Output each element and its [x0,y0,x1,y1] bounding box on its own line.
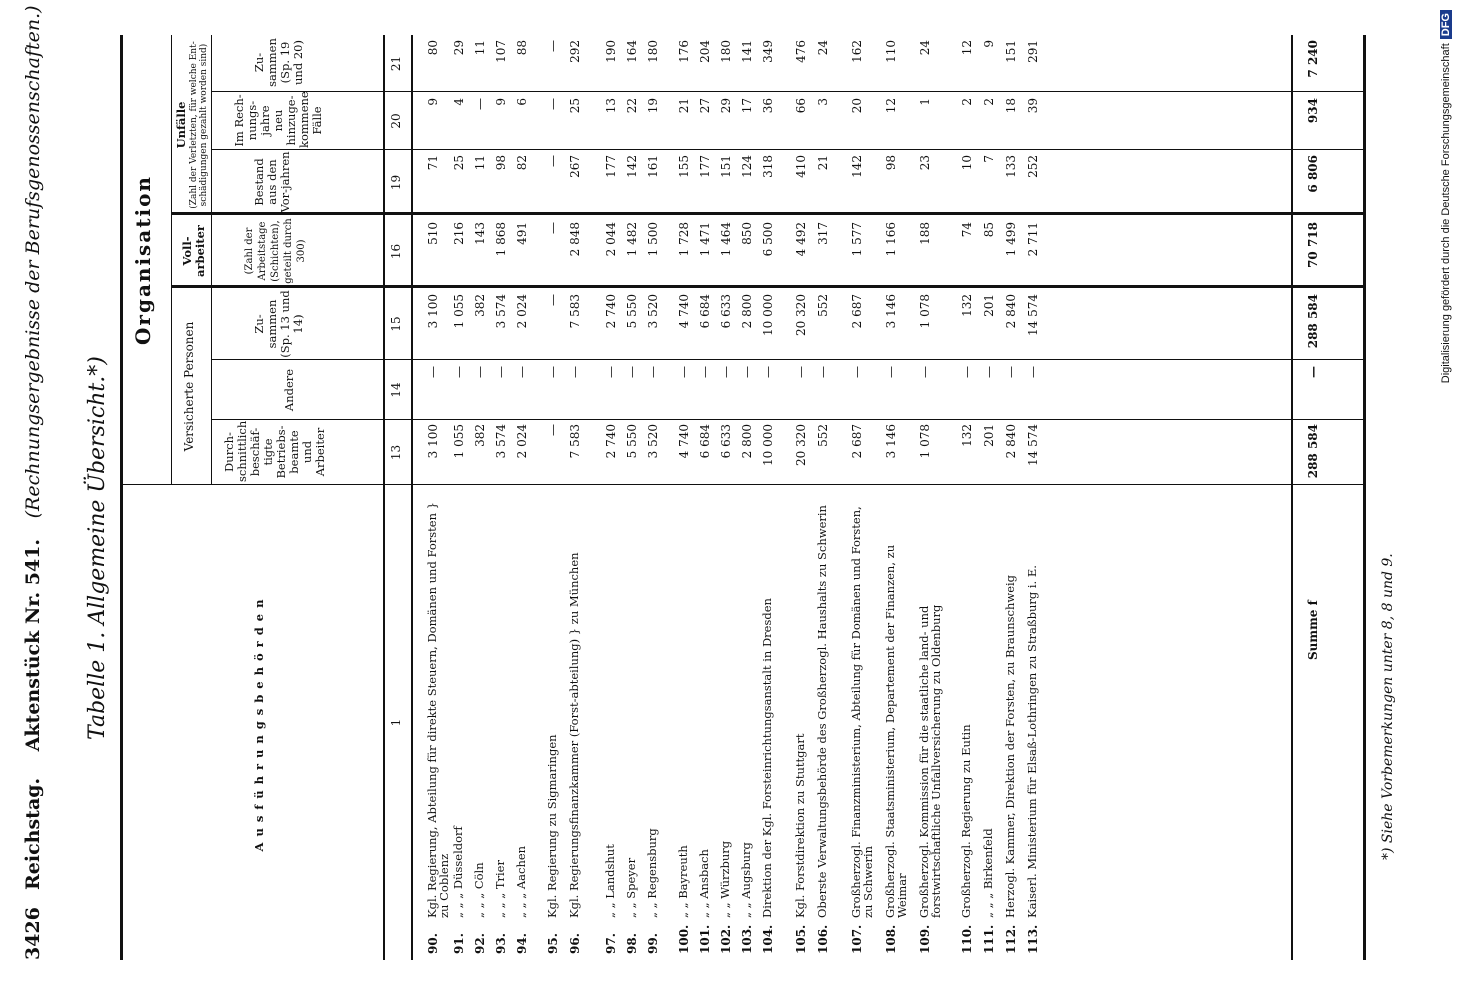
cell-c15: 2 024 [515,294,529,329]
table-row [695,35,715,960]
row-authority: „ „ „ Düsseldorf [451,826,465,918]
row-authority: „ „ „ Trier [493,860,507,918]
cell-c19: 252 [1026,155,1040,178]
dfg-logo: DFG [1440,10,1452,39]
row-number: 98. [625,933,639,954]
cell-c20: 13 [604,98,618,114]
row-number: 113. [1026,924,1040,954]
row-number: 101. [698,924,712,954]
row-authority: „ „ Ansbach [697,849,711,918]
cell-c13: 2 840 [1004,424,1018,459]
cell-c13: 2 740 [604,424,618,459]
cell-c20: 3 [816,98,830,106]
cell-c19: 177 [698,155,712,178]
table-row [758,35,788,960]
cell-c14: — [960,366,974,378]
row-number: 110. [960,924,974,954]
cell-c15: 1 055 [452,294,466,329]
row-number: 112. [1004,924,1018,954]
rule-unfaelle [211,35,212,215]
cell-c21: — [546,40,560,52]
cell-c14: — [604,366,618,378]
cell-c21: 476 [794,40,808,63]
row-authority: Großherzogl. Staatsministerium, Departement der Finanzen, zu Weimar [883,544,909,918]
table-row [716,35,736,960]
cell-c20: 9 [494,98,508,106]
cell-c14: — [884,366,898,378]
col-header-versichert: Versicherte Personen [182,321,196,452]
cell-c20: 36 [761,98,775,114]
total-c15: 288 584 [1306,294,1320,349]
cell-c19: 23 [918,155,932,171]
col-header-20: Im Rech-nungs-jahre neu hinzuge-kommene Fälle [232,91,324,148]
cell-c15: 3 146 [884,294,898,329]
colnum-14: 14 [389,382,403,398]
cell-c19: 11 [473,155,487,171]
row-number: 97. [604,933,618,954]
cell-c14: — [494,366,508,378]
cell-c20: 29 [719,98,733,114]
cell-c21: 80 [426,40,440,56]
colnum-16: 16 [389,243,403,260]
cell-c15: 552 [816,294,830,317]
cell-c14: — [719,366,733,378]
cell-c19: 142 [625,155,639,178]
table-row [543,35,563,960]
overview-table [120,35,1366,960]
colnum-1: 1 [389,718,403,727]
parliament-label: Reichstag. [22,777,44,890]
document-context: (Rechnungsergebnisse der Berufsgenossenschaften.) [22,5,44,519]
colnum-13: 13 [389,444,403,461]
cell-c15: 7 583 [568,294,582,329]
cell-c20: 18 [1004,98,1018,114]
cell-c14: — [698,366,712,378]
cell-c16: 85 [982,222,996,238]
cell-c13: 5 550 [625,424,639,459]
cell-c21: 180 [646,40,660,63]
cell-c15: 2 840 [1004,294,1018,329]
row-number: 90. [426,933,440,954]
row-number: 96. [568,933,582,954]
cell-c19: 410 [794,155,808,178]
row-authority: „ „ Bayreuth [676,845,690,918]
footnote: *) Siehe Vorbemerkungen unter 8, 8 und 9. [1380,553,1396,860]
cell-c15: 3 574 [494,294,508,329]
cell-c19: 155 [677,155,691,178]
row-authority: „ „ Augsburg [739,842,753,918]
cell-c16: 491 [515,222,529,245]
row-authority: Großherzogl. Finanzministerium, Abteilung für Domänen und Forsten, zu Schwerin [849,506,875,918]
cell-c21: 141 [740,40,754,63]
row-authority: „ „ „ Aachen [514,845,528,918]
cell-c16: 4 492 [794,222,808,257]
cell-c16: 216 [452,222,466,245]
col-header-unfaelle: Unfälle [174,101,188,149]
cell-c19: 71 [426,155,440,171]
cell-c19: 124 [740,155,754,178]
cell-c19: — [546,155,560,167]
row-number: 94. [515,933,529,954]
cell-c16: 6 500 [761,222,775,257]
rule-versichert [211,213,212,485]
cell-c15: 5 550 [625,294,639,329]
cell-c20: 66 [794,98,808,114]
cell-c16: 188 [918,222,932,245]
cell-c19: 82 [515,155,529,171]
cell-c14: — [568,366,582,378]
cell-c15: 2 800 [740,294,754,329]
row-number: 91. [452,933,466,954]
table-row [643,35,663,960]
cell-c21: 176 [677,40,691,63]
table-row [622,35,642,960]
cell-c14: — [426,366,440,378]
col-header-ausfuehrung: Ausführungsbehörden [252,593,266,852]
cell-c21: 9 [982,40,996,48]
cell-c14: — [794,366,808,378]
cell-c13: 382 [473,424,487,447]
cell-c19: 7 [982,155,996,163]
row-authority: Oberste Verwaltungsbehörde des Großherzogl. Haushalts zu Schwerin [815,505,829,918]
rule-colnums-top [383,35,385,960]
row-number: 100. [677,924,691,954]
table-row [512,35,532,960]
cell-c19: 25 [452,155,466,171]
cell-c13: 7 583 [568,424,582,459]
row-number: 106. [816,924,830,954]
cell-c16: 74 [960,222,974,238]
cell-c15: — [546,294,560,306]
table-title: Tabelle 1. Allgemeine Übersicht.*) [85,356,110,740]
row-authority: „ „ Speyer [624,857,638,918]
cell-c14: — [850,366,864,378]
cell-c19: 151 [719,155,733,178]
cell-c13: 3 520 [646,424,660,459]
cell-c16: 143 [473,222,487,245]
row-authority: „ „ Würzburg [718,840,732,918]
cell-c16: 2 848 [568,222,582,257]
cell-c16: — [546,222,560,234]
cell-c13: 3 574 [494,424,508,459]
row-authority: Kaiserl. Ministerium für Elsaß-Lothringen zu Straßburg i. E. [1025,565,1039,918]
cell-c15: 6 684 [698,294,712,329]
cell-c16: 1 471 [698,222,712,257]
row-number: 103. [740,924,754,954]
cell-c20: 21 [677,98,691,114]
cell-c14: — [452,366,466,378]
table-row [957,35,977,960]
table-row [565,35,599,960]
cell-c13: 14 574 [1026,424,1040,466]
table-row [847,35,879,960]
total-c19: 6 806 [1306,155,1320,193]
col-header-13: Durch-schnittlich beschäf-tigte Betriebs-beamte und Arbeiter [222,420,327,482]
cell-c15: 382 [473,294,487,317]
cell-c21: 24 [918,40,932,56]
col-header-organisation: Organisation [131,175,155,345]
cell-c13: 10 000 [761,424,775,466]
cell-c20: 6 [515,98,529,106]
cell-c19: 142 [850,155,864,178]
cell-c15: 201 [982,294,996,317]
cell-c13: 20 320 [794,424,808,466]
cell-c13: — [546,424,560,436]
row-number: 92. [473,933,487,954]
cell-c13: 132 [960,424,974,447]
cell-c16: 2 044 [604,222,618,257]
cell-c15: 1 078 [918,294,932,329]
cell-c19: 133 [1004,155,1018,178]
row-number: 93. [494,933,508,954]
cell-c14: — [546,366,560,378]
cell-c20: 2 [982,98,996,106]
row-authority: „ „ Landshut [603,844,617,918]
row-authority: „ „ „ Birkenfeld [981,828,995,918]
cell-c14: — [761,366,775,378]
col-header-19: Bestand aus den Vor-jahren [252,151,292,213]
total-c13: 288 584 [1306,424,1320,479]
table-row [470,35,490,960]
cell-c14: — [1004,366,1018,378]
table-row [737,35,757,960]
col-header-16-note: (Zahl der Arbeitstage (Schichten), geteilt durch 300) [244,218,307,284]
table-row [449,35,469,960]
table-row [1023,35,1057,960]
row-authority: Großherzogl. Kommission für die staatliche land- und forstwirtschaftliche Unfallversicherung zu Oldenburg [917,604,943,918]
cell-c13: 3 146 [884,424,898,459]
col-header-14: Andere [282,368,296,412]
row-number: 111. [982,924,996,954]
cell-c14: — [816,366,830,378]
cell-c21: 180 [719,40,733,63]
cell-c20: 27 [698,98,712,114]
cell-c14: — [646,366,660,378]
table-row [1001,35,1021,960]
rule-total [1291,35,1293,960]
cell-c15: 3 100 [426,294,440,329]
rule-org [171,35,172,485]
cell-c19: 21 [816,155,830,171]
cell-c13: 1 055 [452,424,466,459]
cell-c15: 2 740 [604,294,618,329]
cell-c20: 2 [960,98,974,106]
table-row [423,35,449,960]
cell-c21: 107 [494,40,508,63]
row-number: 102. [719,924,733,954]
cell-c15: 3 520 [646,294,660,329]
row-authority: Herzogl. Kammer, Direktion der Forsten, zu Braunschweig [1003,574,1017,918]
cell-c16: 1 166 [884,222,898,257]
table-row [979,35,999,960]
cell-c21: 164 [625,40,639,63]
row-authority: Kgl. Forstdirektion zu Stuttgart [793,733,807,918]
col-header-unfaelle-note: (Zahl der Verletzten, für welche Ent-schädigungen gezahlt worden sind) [189,41,209,209]
colnum-21: 21 [389,55,403,72]
colnum-20: 20 [389,113,403,129]
cell-c14: — [740,366,754,378]
cell-c19: 161 [646,155,660,178]
row-authority: Direktion der Kgl. Forsteinrichtungsanstalt in Dresden [760,598,774,918]
cell-c13: 6 684 [698,424,712,459]
cell-c20: 19 [646,98,660,114]
cell-c14: — [473,366,487,378]
table-row [791,35,811,960]
table-row [881,35,913,960]
row-number: 105. [794,924,808,954]
cell-c20: 22 [625,98,639,114]
colnum-15: 15 [389,316,403,332]
cell-c13: 6 633 [719,424,733,459]
cell-c16: 317 [816,222,830,245]
cell-c14: — [677,366,691,378]
digitization-text: Digitalisierung gefördert durch die Deutsche Forschungsgemeinschaft [1440,43,1452,384]
cell-c20: — [546,98,560,110]
table-row [491,35,511,960]
cell-c15: 14 574 [1026,294,1040,336]
cell-c21: 24 [816,40,830,56]
col-header-21: Zu-sammen (Sp. 19 und 20) [252,38,305,87]
row-authority: Kgl. Regierung, Abteilung für direkte Steuern, Domänen und Forsten } zu Coblenz [425,502,451,918]
cell-c21: 12 [960,40,974,56]
table-row [813,35,845,960]
rule-colnums-bottom [411,35,413,960]
cell-c21: 190 [604,40,618,63]
cell-c15: 4 740 [677,294,691,329]
cell-c13: 2 024 [515,424,529,459]
cell-c14: — [982,366,996,378]
total-row [1303,35,1327,960]
total-c20: 934 [1306,98,1320,124]
cell-c21: 204 [698,40,712,63]
cell-c21: 349 [761,40,775,63]
cell-c20: 20 [850,98,864,114]
col-header-15: Zu-sammen (Sp. 13 und 14) [252,290,305,358]
cell-c21: 110 [884,40,898,63]
cell-c16: 1 500 [646,222,660,257]
cell-c20: 12 [884,98,898,114]
cell-c21: 88 [515,40,529,56]
cell-c19: 98 [884,155,898,171]
cell-c21: 151 [1004,40,1018,63]
cell-c14: — [515,366,529,378]
cell-c13: 4 740 [677,424,691,459]
row-authority: „ „ Regensburg [645,828,659,918]
cell-c14: — [1026,366,1040,378]
total-c14: — [1306,366,1320,378]
cell-c16: 1 499 [1004,222,1018,257]
cell-c21: 11 [473,40,487,56]
cell-c13: 2 800 [740,424,754,459]
row-number: 109. [918,924,932,954]
cell-c13: 552 [816,424,830,447]
total-c21: 7 240 [1306,40,1320,78]
cell-c20: — [473,98,487,110]
cell-c21: 162 [850,40,864,63]
cell-c15: 6 633 [719,294,733,329]
total-label: Summe f [1306,600,1320,660]
cell-c16: 1 464 [719,222,733,257]
cell-c19: 10 [960,155,974,171]
cell-c15: 20 320 [794,294,808,336]
cell-c16: 1 728 [677,222,691,257]
row-authority: „ „ „ Cöln [472,862,486,918]
cell-c16: 1 577 [850,222,864,257]
cell-c13: 2 687 [850,424,864,459]
cell-c15: 10 000 [761,294,775,336]
cell-c19: 177 [604,155,618,178]
cell-c16: 1 482 [625,222,639,257]
digitization-note [1440,10,1452,990]
cell-c21: 291 [1026,40,1040,63]
row-authority: Kgl. Regierung zu Sigmaringen [545,734,559,918]
row-authority: Kgl. Regierungsfinanzkammer (Forst-abteilung) } zu München [567,552,581,918]
cell-c15: 132 [960,294,974,317]
cell-c19: 98 [494,155,508,171]
col-header-16: Voll-arbeiter [180,225,207,277]
cell-c16: 850 [740,222,754,245]
cell-c19: 267 [568,155,582,178]
table-row [674,35,694,960]
cell-c20: 17 [740,98,754,114]
row-number: 99. [646,933,660,954]
row-number: 107. [850,924,864,954]
cell-c14: — [918,366,932,378]
cell-c20: 25 [568,98,582,114]
cell-c20: 39 [1026,98,1040,114]
cell-c16: 1 868 [494,222,508,257]
cell-c13: 3 100 [426,424,440,459]
cell-c20: 9 [426,98,440,106]
table-row [601,35,621,960]
cell-c20: 1 [918,98,932,106]
cell-c19: 318 [761,155,775,178]
total-c16: 70 718 [1306,222,1320,268]
document-ref: Aktenstück Nr. 541. [22,539,44,752]
cell-c21: 292 [568,40,582,63]
cell-c16: 2 711 [1026,222,1040,257]
cell-c21: 29 [452,40,466,56]
cell-c13: 201 [982,424,996,447]
row-number: 108. [884,924,898,954]
cell-c14: — [625,366,639,378]
cell-c16: 510 [426,222,440,245]
row-number: 104. [761,924,775,954]
cell-c20: 4 [452,98,466,106]
page-number: 3426 [22,907,44,960]
table-row [915,35,955,960]
row-authority: Großherzogl. Regierung zu Eutin [959,724,973,918]
row-number: 95. [546,933,560,954]
colnum-19: 19 [389,174,403,191]
cell-c15: 2 687 [850,294,864,329]
cell-c13: 1 078 [918,424,932,459]
